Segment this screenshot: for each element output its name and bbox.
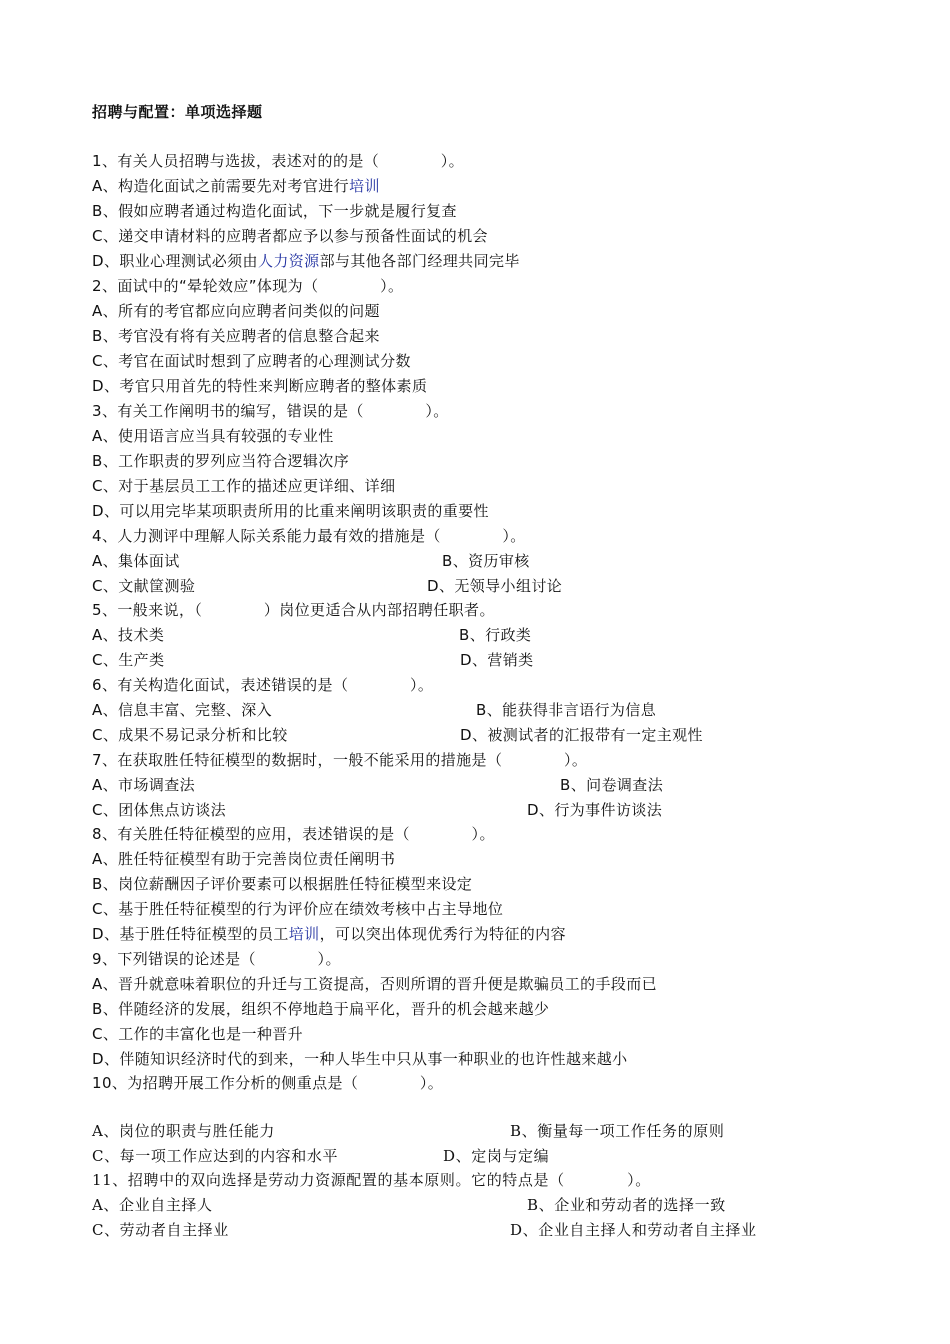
question-6-stem: 6、有关构造化面试，表述错误的是（ ）。 (92, 676, 434, 694)
question-7-option-c: C、团体焦点访谈法 (92, 801, 227, 819)
training-link[interactable]: 培训 (349, 177, 380, 195)
question-4-stem: 4、人力测评中理解人际关系能力最有效的措施是（ ）。 (92, 527, 526, 545)
question-5-option-b: B、行政类 (459, 626, 532, 644)
question-6-option-b: B、能获得非言语行为信息 (476, 701, 657, 719)
question-2-option-b: B、考官没有将有关应聘者的信息整合起来 (92, 327, 380, 345)
human-resources-link[interactable]: 人力资源 (257, 252, 320, 270)
page-title: 招聘与配置：单项选择题 (92, 103, 263, 121)
option-text: 部与其他各部门经理共同完毕 (319, 252, 520, 270)
question-4-option-b: B、资历审核 (442, 552, 530, 570)
question-1-stem: 1、有关人员招聘与选拔，表述对的的是（ ）。 (92, 152, 465, 170)
question-10-option-d: D、定岗与定编 (443, 1147, 550, 1165)
question-3-option-d: D、可以用完毕某项职责所用的比重来阐明该职责的重要性 (92, 502, 489, 520)
option-text: ，可以突出体现优秀行为特征的内容 (319, 925, 566, 943)
question-11-stem: 11、招聘中的双向选择是劳动力资源配置的基本原则。它的特点是（ ）。 (92, 1171, 651, 1189)
question-11-option-b: B、企业和劳动者的选择一致 (527, 1196, 726, 1214)
question-9-option-b: B、伴随经济的发展，组织不停地趋于扁平化，晋升的机会越来越少 (92, 1000, 550, 1018)
question-7-stem: 7、在获取胜任特征模型的数据时，一般不能采用的措施是（ ）。 (92, 751, 588, 769)
question-10-option-a: A、岗位的职责与胜任能力 (92, 1122, 276, 1140)
question-5-option-d: D、营销类 (460, 651, 534, 669)
question-9-option-c: C、工作的丰富化也是一种晋升 (92, 1025, 304, 1043)
question-4-option-d: D、无领导小组讨论 (427, 577, 563, 595)
question-1-option-c: C、递交申请材料的应聘者都应予以参与预备性面试的机会 (92, 227, 488, 245)
question-8-stem: 8、有关胜任特征模型的应用，表述错误的是（ ）。 (92, 825, 495, 843)
question-2-stem: 2、面试中的“晕轮效应”体现为（ ）。 (92, 277, 404, 295)
question-10-stem: 10、为招聘开展工作分析的侧重点是（ ）。 (92, 1074, 444, 1092)
question-1-option-a (92, 176, 380, 196)
question-11-option-c: C、劳动者自主择业 (92, 1221, 229, 1239)
option-text: D、基于胜任特征模型的员工 (92, 925, 289, 943)
question-4-option-c: C、文献筐测验 (92, 577, 196, 595)
option-text: A、构造化面试之前需要先对考官进行 (92, 177, 350, 195)
question-3-option-a: A、使用语言应当具有较强的专业性 (92, 427, 334, 445)
question-4-option-a: A、集体面试 (92, 552, 180, 570)
question-1-option-b: B、假如应聘者通过构造化面试，下一步就是履行复查 (92, 202, 457, 220)
question-7-option-b: B、问卷调查法 (560, 776, 664, 794)
question-5-stem: 5、一般来说，（ ）岗位更适合从内部招聘任职者。 (92, 601, 495, 619)
question-8-option-d (92, 924, 566, 944)
question-3-stem: 3、有关工作阐明书的编写，错误的是（ ）。 (92, 402, 449, 420)
question-3-option-c: C、对于基层员工工作的描述应更详细、详细 (92, 477, 396, 495)
option-text: D、职业心理测试必须由 (92, 252, 258, 270)
question-2-option-d: D、考官只用首先的特性来判断应聘者的整体素质 (92, 377, 428, 395)
question-6-option-c: C、成果不易记录分析和比较 (92, 726, 288, 744)
question-3-option-b: B、工作职责的罗列应当符合逻辑次序 (92, 452, 350, 470)
question-6-option-a: A、信息丰富、完整、深入 (92, 701, 273, 719)
question-8-option-c: C、基于胜任特征模型的行为评价应在绩效考核中占主导地位 (92, 900, 504, 918)
question-7-option-d: D、行为事件访谈法 (527, 801, 663, 819)
question-2-option-c: C、考官在面试时想到了应聘者的心理测试分数 (92, 352, 411, 370)
question-5-option-c: C、生产类 (92, 651, 165, 669)
question-9-option-d: D、伴随知识经济时代的到来，一种人毕生中只从事一种职业的也许性越来越小 (92, 1050, 628, 1068)
question-9-stem: 9、下列错误的论述是（ ）。 (92, 950, 341, 968)
question-5-option-a: A、技术类 (92, 626, 165, 644)
question-8-option-a: A、胜任特征模型有助于完善岗位责任阐明书 (92, 850, 396, 868)
training-link[interactable]: 培训 (288, 925, 320, 943)
question-2-option-a: A、所有的考官都应向应聘者问类似的问题 (92, 302, 380, 320)
question-7-option-a: A、市场调查法 (92, 776, 196, 794)
question-1-option-d (92, 251, 520, 271)
question-11-option-d: D、企业自主择人和劳动者自主择业 (510, 1221, 757, 1239)
question-10-option-c: C、每一项工作应达到的内容和水平 (92, 1147, 339, 1165)
question-11-option-a: A、企业自主择人 (92, 1196, 213, 1214)
question-8-option-b: B、岗位薪酬因子评价要素可以根据胜任特征模型来设定 (92, 875, 473, 893)
question-6-option-d: D、被测试者的汇报带有一定主观性 (460, 726, 703, 744)
question-9-option-a: A、晋升就意味着职位的升迁与工资提高，否则所谓的晋升便是欺骗员工的手段而已 (92, 975, 658, 993)
question-10-option-b: B、衡量每一项工作任务的原则 (510, 1122, 725, 1140)
